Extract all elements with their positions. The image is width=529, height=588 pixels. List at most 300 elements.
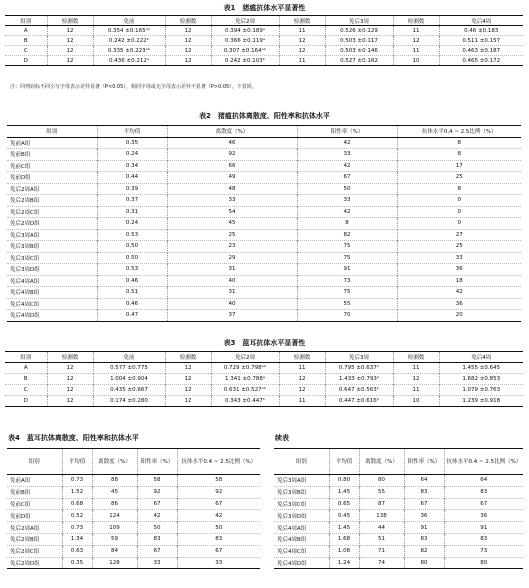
table-cell: 12 (47, 46, 93, 56)
column-header: 免前 (93, 16, 165, 26)
table-cell: 12 (279, 36, 325, 46)
table-cell: 42 (137, 510, 177, 522)
table-cell: 10 (393, 56, 439, 66)
table-cell: 12 (165, 36, 211, 46)
row-label: 免前C组 (7, 498, 62, 510)
table-cell: 0.435 ±0.667 (93, 385, 165, 396)
table-cell: 80 (444, 557, 523, 569)
table-cell: 42 (297, 206, 397, 218)
column-header: 组别 (7, 449, 62, 475)
table-row (7, 172, 521, 184)
table-cell: 67 (177, 545, 260, 557)
table-cell: 0 (397, 218, 521, 230)
table-row (7, 310, 521, 322)
row-label: 免后2周A组 (7, 183, 97, 195)
table-row (7, 298, 521, 310)
table-cell: 0.242 ±0.222ᵇ (93, 36, 165, 46)
table-cell: 64 (404, 474, 444, 486)
row-label: 免前A组 (10, 140, 31, 147)
table-cell: 0.34 (97, 160, 167, 172)
table-cell: 0.436 ±0.212ᵃ (93, 56, 165, 66)
table-cell: 36 (397, 298, 521, 310)
table-row (7, 252, 521, 264)
table-cell: 0.35 (97, 137, 167, 149)
table-cell: 66 (167, 160, 297, 172)
table-cell: 36 (444, 510, 523, 522)
table-cell: 31 (167, 287, 297, 299)
column-header: 离散度（%） (167, 126, 297, 138)
row-label: 免后2周C组 (7, 545, 62, 557)
table-cell: 33 (177, 557, 260, 569)
row-label: 免后4周C组 (7, 298, 97, 310)
table-cell: 80 (359, 474, 404, 486)
table-cell: 0.526 ±0.129 (325, 26, 393, 36)
table-cell: 0.647 ±0.563ᵇ (325, 385, 393, 396)
table-row (5, 363, 523, 374)
table-cell: 36 (397, 264, 521, 276)
table-row (274, 557, 523, 569)
table-cell: 11 (393, 26, 439, 36)
table-row (274, 510, 523, 522)
table-cell: 8 (397, 149, 521, 161)
table-cell: 12 (165, 46, 211, 56)
table-cell: 92 (167, 149, 297, 161)
table-cell: 0.68 (62, 498, 92, 510)
column-header: 组别 (5, 16, 47, 26)
table-cell: 45 (167, 218, 297, 230)
table-row (7, 183, 521, 195)
table-row (7, 486, 260, 498)
row-label: B (5, 374, 47, 385)
table-cell: 75 (297, 241, 397, 253)
table-cell: 0.50 (97, 252, 167, 264)
table-row (274, 545, 523, 557)
column-header: 检测数 (47, 16, 93, 26)
table-cell: 124 (92, 510, 137, 522)
table-cell: 0.335 ±0.223ᵃᵇ (93, 46, 165, 56)
column-header: 阳性率（%） (404, 449, 444, 475)
table-cell: 1.079 ±0.763 (439, 385, 523, 396)
table-cell: 83 (444, 486, 523, 498)
table-cell: 58 (177, 474, 260, 486)
table-row (7, 510, 260, 522)
table-cell: 0.46 (97, 298, 167, 310)
table-cell: 51 (359, 533, 404, 545)
table-cell: 83 (404, 533, 444, 545)
table-cell: 1.341 ±0.788ᵃ (211, 374, 279, 385)
table-cell: 12 (165, 396, 211, 407)
table-cell: 84 (92, 545, 137, 557)
row-label: 免后2周B组 (7, 533, 62, 545)
row-label: 免后4周B组 (274, 533, 329, 545)
table-cell: 67 (444, 498, 523, 510)
table-row (7, 275, 521, 287)
row-label: C (5, 385, 47, 396)
table-cell: 92 (177, 486, 260, 498)
table-row (7, 241, 521, 253)
table3 (5, 351, 523, 407)
column-header: 检测数 (165, 16, 211, 26)
table-cell: 88 (92, 474, 137, 486)
table-cell: 12 (47, 385, 93, 396)
column-header: 组别 (274, 449, 329, 475)
table-row (274, 486, 523, 498)
column-header: 免后4周 (439, 352, 523, 363)
table-cell: 12 (279, 385, 325, 396)
table-cell: 0.31 (97, 206, 167, 218)
table-cell: 0.73 (62, 522, 92, 534)
table-cell: 0.24 (97, 218, 167, 230)
table-cell: 0.51 (97, 287, 167, 299)
table-row (274, 474, 523, 486)
table-cell: 50 (137, 522, 177, 534)
table-cell: 48 (167, 183, 297, 195)
table-cell: 0.307 ±0.164ᵃᵇ (211, 46, 279, 56)
table4-caption: 表4 蓝耳抗体离散度、阳性率和抗体水平 (8, 434, 139, 442)
table-cell: 91 (404, 522, 444, 534)
table-cell: 80 (404, 557, 444, 569)
table-cell: 75 (297, 287, 397, 299)
row-label: 免后2周A组 (7, 522, 62, 534)
table-cell: 12 (47, 56, 93, 66)
table-cell: 33 (137, 557, 177, 569)
table-row (7, 533, 260, 545)
column-header: 抗体水平0.4 ~ 2.5比例（%） (397, 126, 521, 138)
table-row (7, 287, 521, 299)
table4-continued (274, 448, 523, 569)
table-row (7, 264, 521, 276)
row-label: D (5, 396, 47, 407)
column-header: 抗体水平0.4 ~ 2.5比例（%） (444, 449, 523, 475)
row-label: D (5, 56, 47, 66)
table-cell: 0.503 ±0.146 (325, 46, 393, 56)
table-cell: 0.39 (97, 183, 167, 195)
table-cell: 0.45 (329, 510, 359, 522)
table-cell: 59 (92, 533, 137, 545)
table-cell: 67 (404, 498, 444, 510)
column-header: 组别 (5, 352, 47, 363)
row-label: 免后3周A组 (277, 478, 307, 485)
table-cell: 8 (297, 218, 397, 230)
table-cell: 8 (397, 183, 521, 195)
table-cell: 40 (167, 275, 297, 287)
table-cell: 0.46 ±0.183 (439, 26, 523, 36)
table-cell: 1.45 (329, 486, 359, 498)
table-cell: 64 (444, 474, 523, 486)
table-cell: 12 (47, 363, 93, 374)
table-cell: 0.50 (97, 241, 167, 253)
table-cell: 8 (397, 137, 521, 149)
table-row (7, 545, 260, 557)
table-cell: 91 (444, 522, 523, 534)
table-cell: 12 (165, 26, 211, 36)
table-cell: 0.24 (97, 149, 167, 161)
row-label: 免前A组 (10, 478, 31, 485)
table-cell: 1.433 ±0.793ᵃ (325, 374, 393, 385)
table-cell: 0.503 ±0.117 (325, 36, 393, 46)
table2-caption: 表2 猪瘟抗体离散度、阳性率和抗体水平 (199, 112, 330, 120)
table-cell: 36 (404, 510, 444, 522)
table-cell: 58 (137, 474, 177, 486)
row-label: 免后2周D组 (7, 557, 62, 569)
table-row (7, 137, 521, 149)
table4 (7, 448, 260, 569)
table-row (274, 498, 523, 510)
column-header: 检测数 (165, 352, 211, 363)
table-cell: 1.455 ±0.645 (439, 363, 523, 374)
column-header: 离散度（%） (359, 449, 404, 475)
row-label: 免后3周D组 (274, 510, 329, 522)
table-cell: 0.53 (97, 264, 167, 276)
table-cell: 92 (137, 486, 177, 498)
column-header: 离散度（%） (92, 449, 137, 475)
table-cell: 86 (92, 498, 137, 510)
table-cell: 1.24 (329, 557, 359, 569)
table-cell: 42 (177, 510, 260, 522)
table-cell: 50 (177, 522, 260, 534)
table-cell: 11 (279, 56, 325, 66)
row-label: 免前B组 (7, 149, 97, 161)
column-header: 免后3周 (325, 352, 393, 363)
table-cell: 1.52 (62, 486, 92, 498)
row-label: 免后3周C组 (274, 498, 329, 510)
table-cell: 0.46 (97, 275, 167, 287)
table-cell: 0.463 ±0.187 (439, 46, 523, 56)
row-label: 免后4周B组 (7, 287, 97, 299)
table-row (5, 56, 523, 66)
table-cell: 0 (397, 206, 521, 218)
column-header: 免后2周 (211, 352, 279, 363)
table-cell: 73 (297, 275, 397, 287)
row-label: 免前D组 (7, 172, 97, 184)
table-cell: 0.465 ±0.172 (439, 56, 523, 66)
table-cell: 0.47 (97, 310, 167, 322)
table-cell: 0.80 (329, 474, 359, 486)
table-cell: 12 (47, 26, 93, 36)
table2 (7, 125, 521, 322)
table-cell: 0.354 ±0.165ᵃᵇ (93, 26, 165, 36)
table-cell: 83 (137, 533, 177, 545)
column-header: 免后4周 (439, 16, 523, 26)
table1-note: 注：同列肩标不同小写字母表示差异显著（P<0.05），相同字母或无字母表示差异不显著（P>0.05），下表同。 (10, 84, 257, 90)
table-cell: 11 (393, 385, 439, 396)
table-cell: 55 (297, 298, 397, 310)
row-label: 免后3周D组 (7, 264, 97, 276)
table-cell: 12 (165, 363, 211, 374)
table-cell: 1.239 ±0.918 (439, 396, 523, 407)
table-cell: 33 (297, 195, 397, 207)
table-cell: 1.004 ±0.904 (93, 374, 165, 385)
row-label: 免后3周A组 (7, 229, 97, 241)
table-cell: 0.366 ±0.119ᵃ (211, 36, 279, 46)
table-cell: 1.45 (329, 522, 359, 534)
table-cell: 0.447 ±0.616ᵇ (325, 396, 393, 407)
row-label: 免后4周A组 (274, 522, 329, 534)
table-cell: 11 (279, 396, 325, 407)
table-cell: 0.631 ±0.527ᵃᵇ (211, 385, 279, 396)
table-row (5, 374, 523, 385)
table-cell: 18 (397, 275, 521, 287)
table-cell: 10 (393, 396, 439, 407)
table-cell: 83 (444, 533, 523, 545)
table-row (5, 26, 523, 36)
table-cell: 87 (359, 498, 404, 510)
table-cell: 67 (177, 498, 260, 510)
table-cell: 31 (167, 264, 297, 276)
table-cell: 0.577 ±0.775 (93, 363, 165, 374)
row-label: 免后2周B组 (7, 195, 97, 207)
table-cell: 0.174 ±0.280 (93, 396, 165, 407)
table-cell: 46 (167, 137, 297, 149)
row-label: 免后3周B组 (274, 486, 329, 498)
table-cell: 0.511 ±0.157 (439, 36, 523, 46)
column-header: 免后2周 (211, 16, 279, 26)
column-header: 检测数 (393, 16, 439, 26)
table-cell: 71 (359, 545, 404, 557)
table-cell: 70 (297, 310, 397, 322)
column-header: 阳性率（%） (297, 126, 397, 138)
table-cell: 0.53 (97, 229, 167, 241)
table-row (7, 498, 260, 510)
table-row (7, 149, 521, 161)
table-cell: 0 (397, 195, 521, 207)
table-cell: 44 (359, 522, 404, 534)
table-cell: 0.343 ±0.447ᵇ (211, 396, 279, 407)
table-row (7, 160, 521, 172)
table-cell: 91 (297, 264, 397, 276)
table-row (7, 229, 521, 241)
table-cell: 83 (404, 486, 444, 498)
table-cell: 49 (167, 172, 297, 184)
column-header: 平均值 (62, 449, 92, 475)
row-label: A (23, 365, 28, 371)
table-cell: 25 (167, 229, 297, 241)
table-cell: 0.73 (62, 474, 92, 486)
table-cell: 67 (137, 545, 177, 557)
row-label: 免后3周B组 (7, 241, 97, 253)
column-header: 平均值 (97, 126, 167, 138)
column-header: 阳性率（%） (137, 449, 177, 475)
table-cell: 82 (404, 545, 444, 557)
table-cell: 109 (92, 522, 137, 534)
table-row (5, 46, 523, 56)
table-cell: 0.44 (97, 172, 167, 184)
table4-continued-caption: 续表 (275, 434, 289, 442)
table-cell: 23 (167, 241, 297, 253)
table-cell: 0.52 (62, 510, 92, 522)
table-cell: 12 (279, 374, 325, 385)
row-label: C (5, 46, 47, 56)
table-cell: 75 (297, 252, 397, 264)
table-cell: 11 (393, 363, 439, 374)
table-cell: 1.68 (329, 533, 359, 545)
row-label: 免前B组 (7, 486, 62, 498)
table-cell: 0.65 (329, 498, 359, 510)
table-cell: 0.35 (62, 557, 92, 569)
table-cell: 25 (397, 172, 521, 184)
table-cell: 12 (393, 36, 439, 46)
table-cell: 0.795 ±0.637ᵇ (325, 363, 393, 374)
table-cell: 0.63 (62, 545, 92, 557)
column-header: 检测数 (279, 352, 325, 363)
table-cell: 12 (279, 46, 325, 56)
table-cell: 1.682 ±0.853 (439, 374, 523, 385)
table3-caption: 表3 蓝耳抗体水平显著性 (223, 339, 306, 347)
row-label: 免前C组 (7, 160, 97, 172)
table-cell: 0.527 ±0.162 (325, 56, 393, 66)
table1-caption: 表1 猪瘟抗体水平显著性 (223, 4, 306, 12)
table-cell: 73 (444, 545, 523, 557)
table-cell: 11 (279, 26, 325, 36)
table-cell: 12 (47, 396, 93, 407)
table-cell: 55 (359, 486, 404, 498)
table-cell: 54 (167, 206, 297, 218)
table-cell: 128 (92, 557, 137, 569)
table-row (7, 557, 260, 569)
table-cell: 33 (297, 149, 397, 161)
table-cell: 12 (165, 56, 211, 66)
table-row (7, 522, 260, 534)
table-row (274, 522, 523, 534)
table-row (7, 218, 521, 230)
table-cell: 12 (165, 374, 211, 385)
table-cell: 1.08 (329, 545, 359, 557)
column-header: 检测数 (47, 352, 93, 363)
table-cell: 27 (397, 229, 521, 241)
table-cell: 11 (279, 363, 325, 374)
table-row (5, 385, 523, 396)
column-header: 免后3周 (325, 16, 393, 26)
row-label: B (5, 36, 47, 46)
row-label: 免后4周D组 (274, 557, 329, 569)
row-label: 免后4周C组 (274, 545, 329, 557)
table-cell: 42 (397, 287, 521, 299)
table-cell: 12 (393, 374, 439, 385)
table-cell: 37 (167, 310, 297, 322)
row-label: 免后2周D组 (7, 218, 97, 230)
table-cell: 0.242 ±0.103ᵇ (211, 56, 279, 66)
table-cell: 138 (359, 510, 404, 522)
row-label: A (23, 27, 28, 34)
table-row (5, 396, 523, 407)
table-cell: 74 (359, 557, 404, 569)
row-label: 免后4周A组 (7, 275, 97, 287)
table-cell: 0.37 (97, 195, 167, 207)
table-cell: 12 (47, 36, 93, 46)
table-cell: 42 (297, 137, 397, 149)
table-cell: 40 (167, 298, 297, 310)
column-header: 平均值 (329, 449, 359, 475)
row-label: 免后2周C组 (7, 206, 97, 218)
row-label: 免后3周C组 (7, 252, 97, 264)
table-cell: 42 (297, 160, 397, 172)
table-cell: 12 (165, 385, 211, 396)
table-cell: 82 (297, 229, 397, 241)
table-cell: 1.34 (62, 533, 92, 545)
table-cell: 50 (297, 183, 397, 195)
table-row (7, 195, 521, 207)
table-row (274, 533, 523, 545)
table-cell: 83 (177, 533, 260, 545)
column-header: 检测数 (393, 352, 439, 363)
table-row (7, 474, 260, 486)
table-cell: 17 (397, 160, 521, 172)
column-header: 检测数 (279, 16, 325, 26)
table-cell: 29 (167, 252, 297, 264)
table-cell: 0.729 ±0.798ᵃᵇ (211, 363, 279, 374)
table-cell: 45 (92, 486, 137, 498)
table-cell: 25 (397, 241, 521, 253)
